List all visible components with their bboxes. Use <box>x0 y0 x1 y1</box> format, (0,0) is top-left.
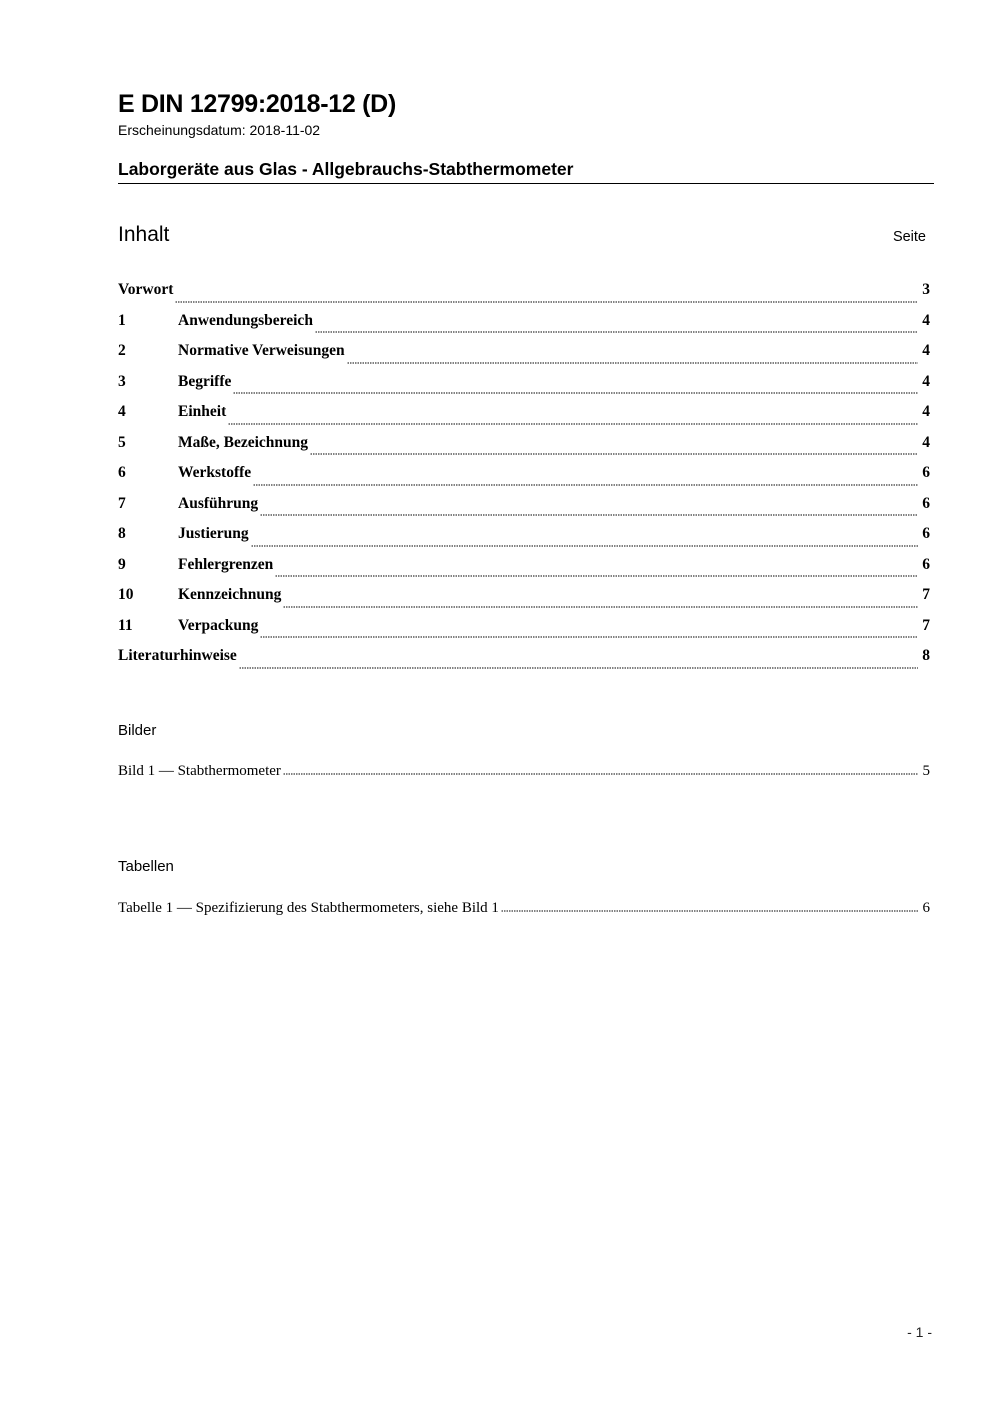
toc-entry-page: 4 <box>922 311 930 329</box>
toc-entry-label: Vorwort <box>118 281 174 298</box>
toc-entry-number: 8 <box>118 525 126 542</box>
figures-heading: Bilder <box>118 722 157 739</box>
toc-entry-label: Ausführung <box>178 494 259 512</box>
dot-leader <box>315 330 918 334</box>
list-of-tables <box>118 897 930 919</box>
toc-entry-page: 6 <box>922 494 930 512</box>
dot-leader <box>228 422 918 426</box>
table-entry[interactable] <box>118 897 930 919</box>
figure-entry[interactable] <box>118 760 930 782</box>
toc-entry-label: Anwendungsbereich <box>178 311 313 329</box>
toc-entry-number: 11 <box>118 616 133 634</box>
toc-entry-label: Fehlergrenzen <box>178 555 274 573</box>
toc-entry-number: 5 <box>118 433 126 451</box>
toc-entry-label: Verpackung <box>178 616 259 634</box>
toc-entry-verpackung[interactable] <box>118 615 930 646</box>
toc-entry-number: 1 <box>118 311 126 329</box>
dot-leader <box>251 544 918 548</box>
toc-heading: Inhalt <box>118 223 170 246</box>
toc-entry-begriffe[interactable] <box>118 371 930 402</box>
dot-leader <box>283 772 918 776</box>
toc-entry-number: 7 <box>118 494 126 512</box>
toc-entry-number: 4 <box>118 403 126 420</box>
toc-entry-fehlergrenzen[interactable] <box>118 554 930 585</box>
list-of-figures <box>118 760 930 782</box>
dot-leader <box>283 605 918 609</box>
document-id: E DIN 12799:2018-12 (D) <box>118 90 396 118</box>
toc-entry-page: 4 <box>922 403 930 420</box>
toc-entry-justierung[interactable] <box>118 523 930 554</box>
dot-leader <box>347 361 918 365</box>
page-number: - 1 - <box>907 1324 932 1340</box>
toc-entry-page: 6 <box>922 555 930 573</box>
toc-entry-einheit[interactable] <box>118 401 930 432</box>
dot-leader <box>310 452 918 456</box>
toc-entry-masse-bezeichnung[interactable] <box>118 432 930 463</box>
toc-entry-literaturhinweise[interactable] <box>118 645 930 676</box>
toc-entry-label: Begriffe <box>178 372 232 390</box>
toc-entry-label: Einheit <box>178 403 227 420</box>
dot-leader <box>253 483 918 487</box>
toc-entry-label: Literaturhinweise <box>118 647 237 664</box>
toc-entry-vorwort[interactable] <box>118 279 930 310</box>
table-entry-label: Tabelle 1 — Spezifizierung des Stabthermometers, siehe Bild 1 <box>118 900 499 916</box>
toc-entry-page: 4 <box>922 372 930 390</box>
toc-entry-number: 9 <box>118 555 126 573</box>
toc-entry-normative-verweisungen[interactable] <box>118 340 930 371</box>
dot-leader <box>260 513 918 517</box>
toc-entry-number: 6 <box>118 464 126 481</box>
toc-entry-label: Justierung <box>178 525 249 542</box>
dot-leader <box>239 666 918 670</box>
publication-date: Erscheinungsdatum: 2018-11-02 <box>118 122 321 138</box>
toc-entry-werkstoffe[interactable] <box>118 462 930 493</box>
toc-entry-label: Normative Verweisungen <box>178 342 345 359</box>
toc-entry-anwendungsbereich[interactable] <box>118 310 930 341</box>
toc-entry-page: 3 <box>922 281 930 298</box>
toc-entry-kennzeichnung[interactable] <box>118 584 930 615</box>
toc-entry-label: Maße, Bezeichnung <box>178 433 309 451</box>
page-column-label: Seite <box>892 229 926 245</box>
table-entry-page: 6 <box>922 900 930 916</box>
toc-entry-number: 3 <box>118 372 126 390</box>
toc-entry-page: 6 <box>922 525 930 542</box>
table-of-contents <box>118 279 930 676</box>
dot-leader <box>233 391 918 395</box>
dot-leader <box>501 909 918 913</box>
toc-entry-page: 4 <box>922 433 930 451</box>
toc-entry-page: 8 <box>922 647 930 664</box>
toc-entry-label: Kennzeichnung <box>178 586 282 603</box>
toc-entry-number: 2 <box>118 342 126 359</box>
toc-entry-number: 10 <box>118 586 134 603</box>
figure-entry-page: 5 <box>922 763 930 779</box>
toc-entry-ausfuehrung[interactable] <box>118 493 930 524</box>
dot-leader <box>175 300 918 304</box>
title-divider <box>118 183 934 184</box>
tables-heading: Tabellen <box>118 858 174 875</box>
figure-entry-label: Bild 1 — Stabthermometer <box>118 763 281 779</box>
toc-entry-page: 7 <box>922 586 930 603</box>
document-title: Laborgeräte aus Glas - Allgebrauchs-Stabthermometer <box>118 159 574 179</box>
toc-entry-label: Werkstoffe <box>178 464 252 481</box>
toc-entry-page: 7 <box>922 616 930 634</box>
toc-entry-page: 4 <box>922 342 930 359</box>
toc-entry-page: 6 <box>922 464 930 481</box>
dot-leader <box>260 635 918 639</box>
dot-leader <box>275 574 918 578</box>
